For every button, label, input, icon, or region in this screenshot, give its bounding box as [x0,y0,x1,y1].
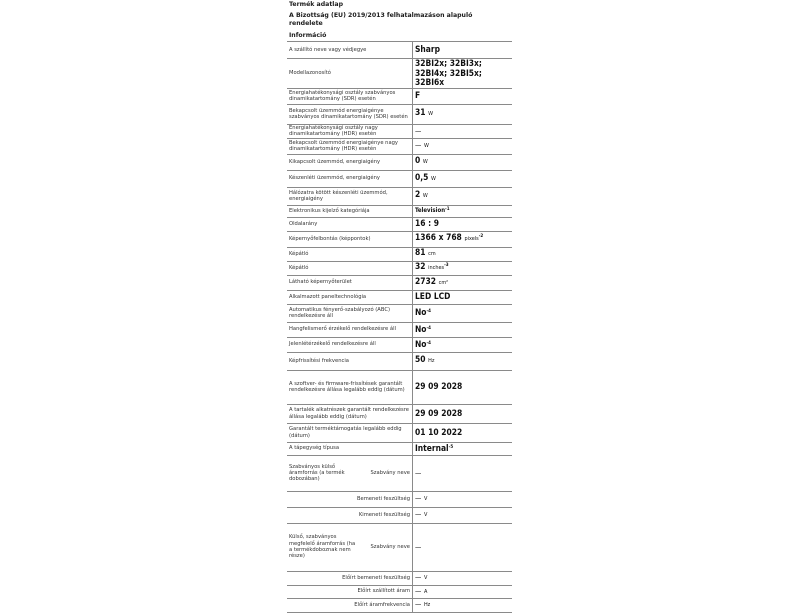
supply-label-cell [287,455,413,491]
fiche-row [287,187,512,205]
row-footnote: -4 [426,340,431,346]
row-value: 0,5 [415,171,429,182]
suitable-supply-row [287,523,512,571]
fiche-row [287,88,512,104]
row-value-cell [413,290,513,304]
row-value: 2732 [415,275,436,286]
fiche-row [287,247,512,261]
row-value-cell [413,88,513,104]
row-value-cell [413,205,513,217]
fiche-row [287,423,512,442]
row-value: 50 [415,354,426,365]
row-unit: cm [428,251,436,258]
row-value-cell [413,337,513,352]
row-value: 16 : 9 [415,218,439,229]
regulation-title: A Bizottság (EU) 2019/2013 felhatalmazáson alapuló rendelete [289,12,473,27]
fiche-row [287,42,512,59]
fiche-row [287,442,512,455]
external-supply-row [287,455,512,491]
supply-sub-value: — [415,573,422,582]
row-unit: pixels [464,236,479,243]
supply-standard-label: Szabvány neve [370,469,410,476]
row-label: Hálózatra kötött készenléti üzemmód, energiaigény [287,187,413,205]
supply-sub-value-cell [413,598,513,612]
supply-sub-value-cell [413,491,513,507]
row-value: LED LCD [415,291,451,302]
row-label: Bekapcsolt üzemmód energiaigénye nagy dinamikatartomány (HDR) esetén [287,138,413,154]
supply-value: — [415,542,422,551]
supply-sub-value: — [415,510,422,519]
fiche-row [287,138,512,154]
supply-label: Szabványos külső áramforrás (a termék dobozában) [289,463,345,483]
row-label: Képfrissítési frekvencia [287,352,413,370]
row-value: 32BI2x; 32BI3x; 32BI4x; 32BI5x; 32BI6x [415,58,482,87]
supply-sub-label: Előírt áramfrekvencia [287,598,413,612]
row-label: Garantált terméktámogatás legalább eddig (dátum) [287,423,413,442]
row-value: 1366 x 768 [415,232,462,243]
row-label: Hangfelismerő érzékelő rendelkezésre áll [287,322,413,337]
row-value: F [415,90,421,101]
supply-sub-value-cell [413,507,513,523]
row-value-cell [413,275,513,290]
row-value-cell [413,261,513,275]
row-value: 31 [415,107,426,118]
fiche-row [287,404,512,423]
row-label: Alkalmazott paneltechnológia [287,290,413,304]
row-value-cell [413,247,513,261]
supply-sub-unit: V [423,575,428,582]
row-value: No [415,323,427,334]
fiche-row [287,154,512,170]
supply-label: Külső, szabványos megfelelő áramforrás (ha a termékdoboznak nem része) [289,534,356,560]
row-label: Képernyőfelbontás (képpontok) [287,231,413,247]
row-label: Energiahatékonysági osztály nagy dinamikatartomány (HDR) esetén [287,124,413,138]
row-value-cell [413,170,513,187]
row-label: Képátló [287,261,413,275]
row-value: Television [415,207,446,215]
row-value: 81 [415,247,426,258]
row-label: A tartalék alkatrészek garantált rendelkezésre állása legalább eddig (dátum) [287,404,413,423]
fiche-row [287,124,512,138]
row-value: 29 09 2028 [415,407,463,418]
row-value: Sharp [415,44,440,55]
row-value: 29 09 2028 [415,381,463,392]
row-value-cell [413,138,513,154]
supply-label-cell [287,523,413,571]
row-label: Bekapcsolt üzemmód energiaigénye szabványos dinamikatartomány (SDR) esetén [287,104,413,124]
fiche-row [287,217,512,231]
supply-sub-row [287,491,512,507]
row-value: 2 [415,189,421,200]
row-label: Modellazonosító [287,59,413,89]
supply-sub-label: Előírt bemeneti feszültség [287,571,413,585]
supply-value-cell [413,523,513,571]
supply-sub-value: — [415,494,422,503]
supply-value-cell [413,455,513,491]
fiche-row [287,304,512,322]
row-label: Automatikus fényerő-szabályozó (ABC) rendelkezésre áll [287,304,413,322]
row-footnote: -5 [448,444,454,450]
row-value: Internal [415,442,449,453]
row-label: Energiahatékonysági osztály szabványos dinamikatartomány (SDR) esetén [287,88,413,104]
fiche-row [287,261,512,275]
row-label: Képátló [287,247,413,261]
fiche-row [287,322,512,337]
fiche-row [287,275,512,290]
supply-standard-label: Szabvány neve [370,543,410,550]
fiche-row [287,205,512,217]
row-unit: inches [428,265,445,272]
supply-sub-unit: V [423,512,428,519]
row-label: A szoftver- és firmware-frissítések garantált rendelkezésre állása legalább eddig (dátum) [287,370,413,404]
row-label: Kikapcsolt üzemmód, energiaigény [287,154,413,170]
row-value-cell [413,231,513,247]
row-unit: cm² [438,279,449,286]
supply-sub-row [287,507,512,523]
row-label: A tápegység típusa [287,442,413,455]
fiche-row [287,59,512,89]
row-footnote: -1 [445,207,450,213]
supply-sub-label: Bemeneti feszültség [287,491,413,507]
row-value-cell [413,59,513,89]
supply-sub-unit: V [423,496,428,503]
section-title: Információ [289,32,327,39]
supply-sub-value: — [415,586,422,595]
row-value: No [415,307,427,318]
supply-sub-row [287,571,512,585]
row-value-cell [413,217,513,231]
row-value: 32 [415,261,426,272]
row-value-cell [413,154,513,170]
supply-sub-row [287,585,512,598]
supply-sub-unit: A [423,588,428,595]
fiche-row [287,290,512,304]
row-value-cell [413,124,513,138]
row-value-cell [413,352,513,370]
row-value: — [415,141,422,150]
fiche-row [287,370,512,404]
row-value-cell [413,42,513,59]
row-label: Jelenlétérzékelő rendelkezésre áll [287,337,413,352]
row-value-cell [413,404,513,423]
fiche-row [287,337,512,352]
row-label: Látható képernyőterület [287,275,413,290]
row-label: Oldalarány [287,217,413,231]
row-value-cell [413,304,513,322]
supply-sub-label: Kimeneti feszültség [287,507,413,523]
supply-sub-value-cell [413,585,513,598]
row-label: A szállító neve vagy védjegye [287,42,413,59]
row-value: No [415,338,427,349]
row-unit: Hz [428,358,435,365]
row-unit: W [422,159,428,166]
supply-sub-label: Előírt szállított áram [287,585,413,598]
row-value-cell [413,423,513,442]
row-unit: W [423,143,429,150]
fiche-row [287,170,512,187]
row-unit: W [430,175,436,182]
supply-sub-value-cell [413,571,513,585]
row-value: 01 10 2022 [415,426,463,437]
fiche-row [287,352,512,370]
row-unit: W [428,111,434,118]
supply-sub-unit: Hz [423,602,431,609]
row-footnote: -4 [426,309,431,315]
supply-sub-row [287,598,512,612]
row-value-cell [413,187,513,205]
row-value: — [415,126,422,135]
row-footnote: -2 [478,234,484,240]
fiche-table [287,41,512,613]
supply-value: — [415,468,422,477]
fiche-row [287,231,512,247]
fiche-row [287,104,512,124]
row-label: Készenléti üzemmód, energiaigény [287,170,413,187]
row-value: 0 [415,155,421,166]
row-value-cell [413,370,513,404]
row-label: Elektronikus kijelző kategóriája [287,205,413,217]
row-unit: W [422,193,428,200]
row-value-cell [413,442,513,455]
row-footnote: -3 [444,263,449,269]
row-footnote: -4 [426,325,431,331]
supply-sub-value: — [415,600,422,609]
row-value-cell [413,104,513,124]
row-value-cell [413,322,513,337]
fiche-title: Termék adatlap [289,1,344,8]
